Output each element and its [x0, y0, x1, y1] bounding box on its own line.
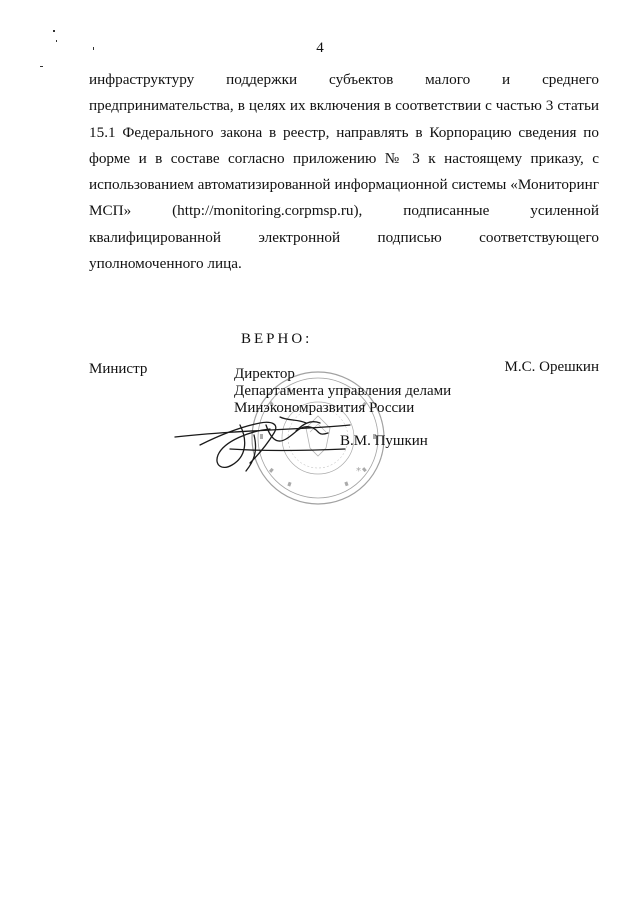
director-ministry: Минэкономразвития России: [234, 400, 415, 416]
scan-speck: [53, 30, 55, 32]
director-name: В.М. Пушкин: [340, 433, 428, 449]
page-number: 4: [316, 40, 324, 56]
director-title: Директор: [234, 366, 295, 382]
svg-text:*: *: [356, 466, 361, 477]
scan-speck: [40, 66, 43, 67]
body-paragraph: инфраструктуру поддержки субъектов малого и среднего предпринимательства, в целях их включения в соответствии с частью 3 статьи 15.1 Федерального закона в реестр, направлять в Корпорацию сведения по форме и в составе согласно приложению № 3 к настоящему приказу, с использованием автоматизированной информационной системы «Мониторинг МСП» (http://monitoring.corpmsp.ru), подписанные усиленной квалифицированной электронной подписью соответствующего уполномоченного лица.: [89, 71, 599, 273]
minister-name: М.С. Орешкин: [504, 359, 599, 375]
minister-title: Министр: [89, 361, 148, 377]
verno-label: ВЕРНО:: [241, 331, 313, 347]
director-department: Департамента управления делами: [234, 383, 452, 399]
